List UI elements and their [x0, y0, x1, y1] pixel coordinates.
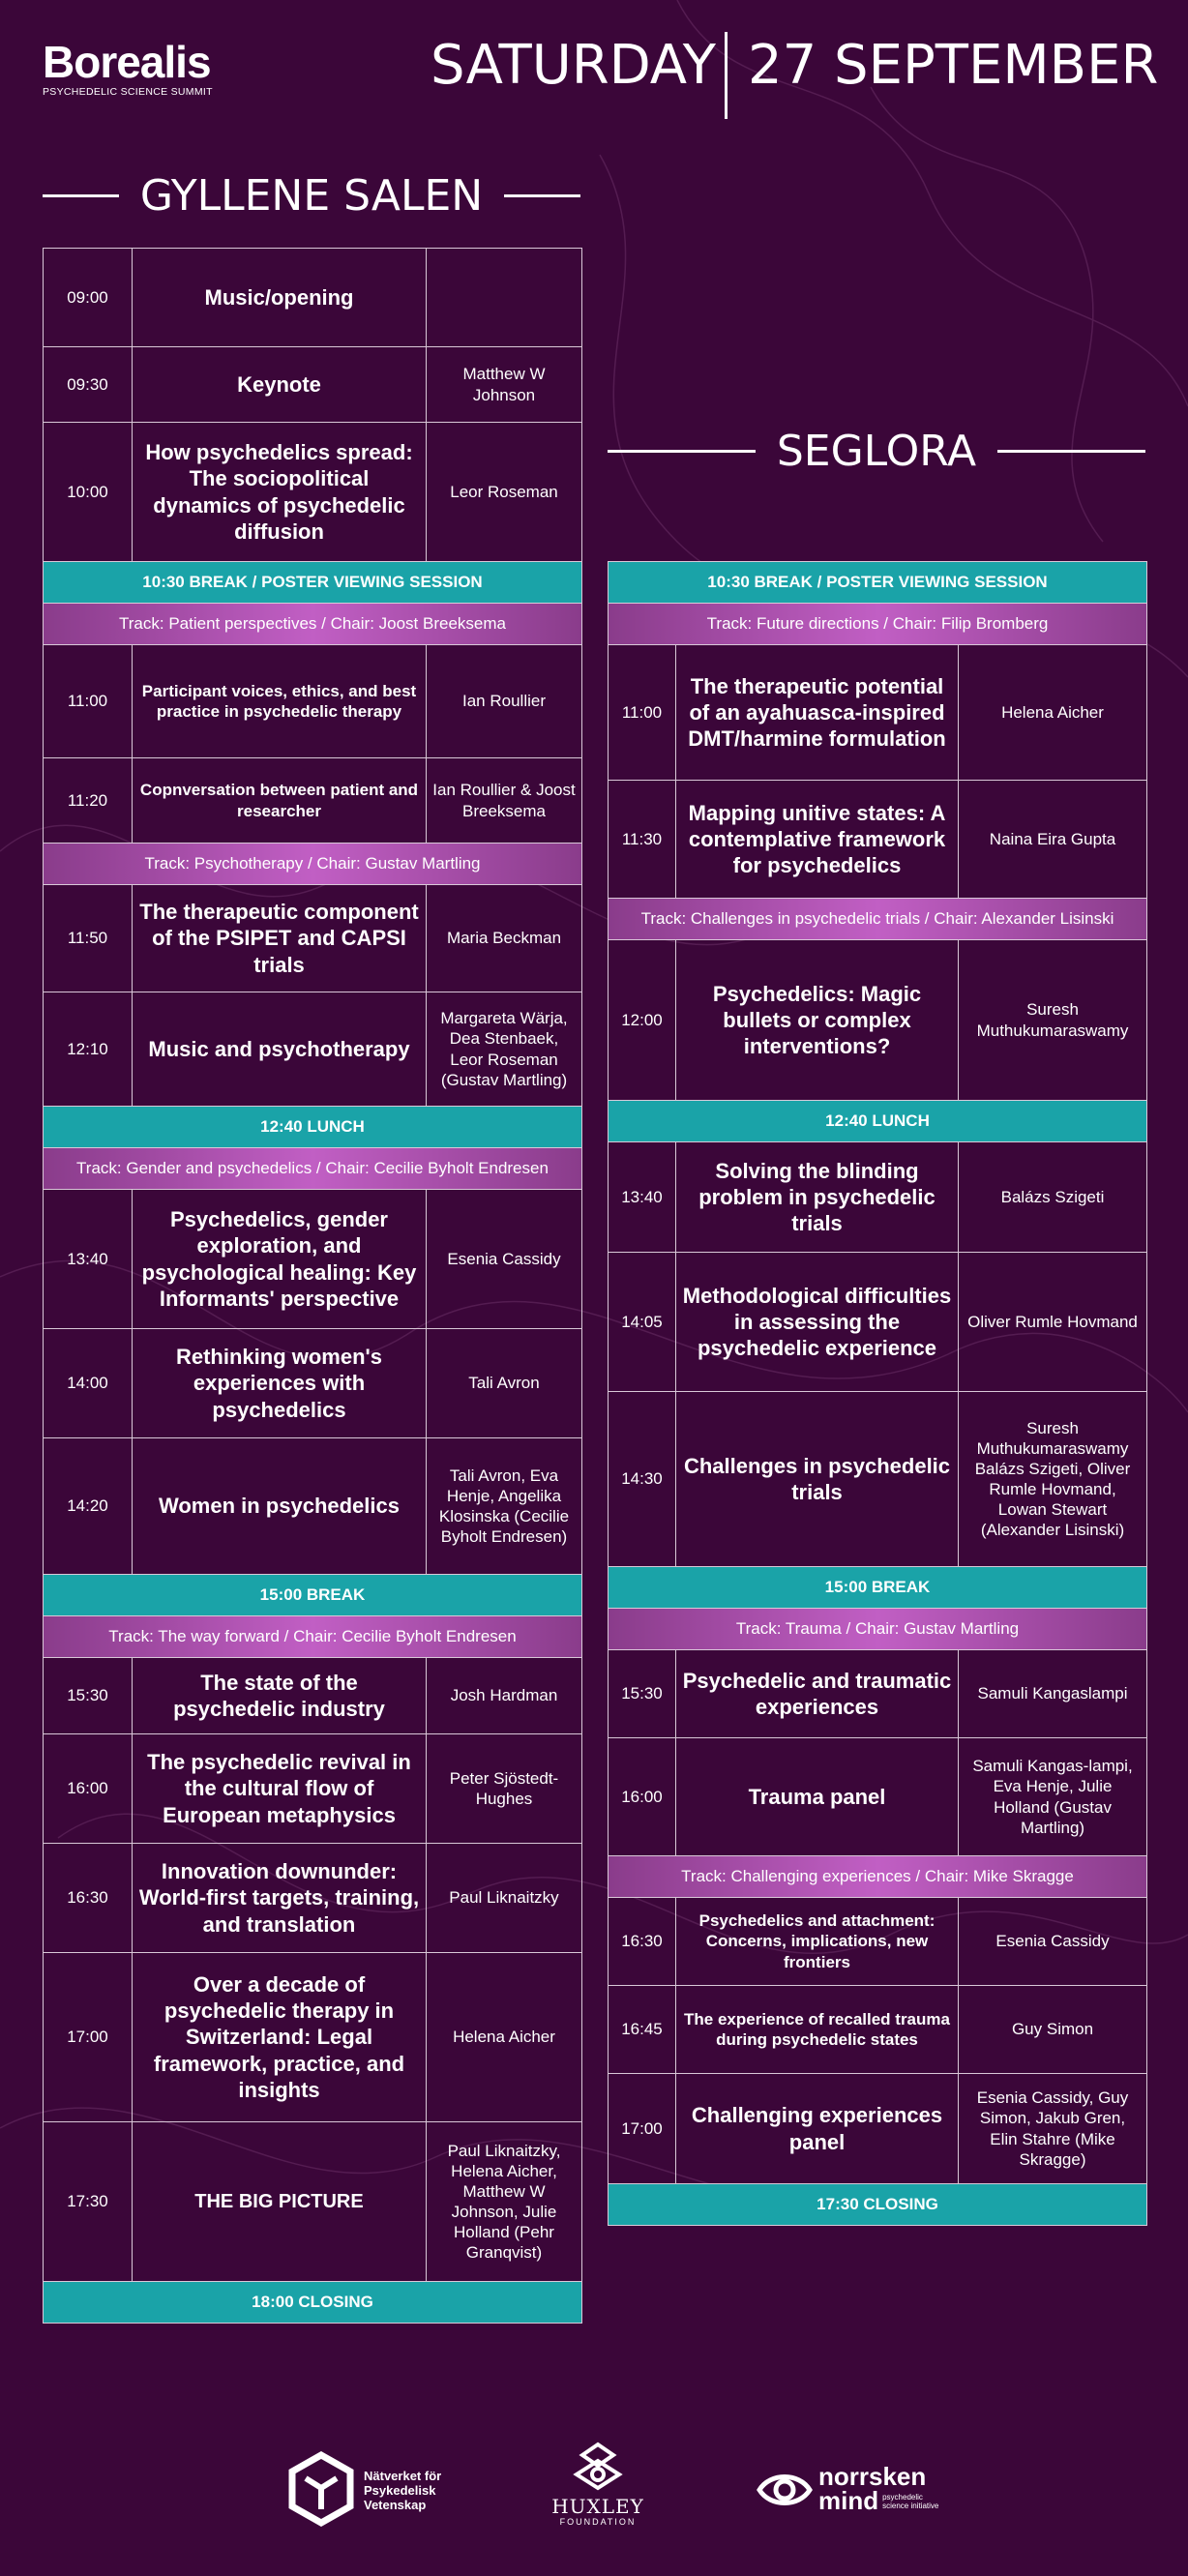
session-title: Psychedelics and attachment: Concerns, implications, new frontiers	[676, 1898, 959, 1986]
session-speaker: Oliver Rumle Hovmand	[959, 1253, 1147, 1392]
session-time: 16:30	[44, 1844, 133, 1953]
session-title: The therapeutic component of the PSIPET and CAPSI trials	[133, 885, 427, 992]
break-label: 15:00 BREAK	[44, 1575, 582, 1616]
break-row	[609, 2184, 1147, 2226]
session-speaker: Tali Avron	[427, 1329, 582, 1438]
session-title: Rethinking women's experiences with psychedelics	[133, 1329, 427, 1438]
break-label: 15:00 BREAK	[609, 1567, 1147, 1609]
session-speaker: Peter Sjöstedt-Hughes	[427, 1734, 582, 1844]
session-row	[44, 1844, 582, 1953]
session-time: 14:05	[609, 1253, 676, 1392]
session-row	[609, 1898, 1147, 1986]
date-label: 27 SEPTEMBER	[748, 34, 1159, 97]
session-speaker: Paul Liknaitzky	[427, 1844, 582, 1953]
session-row	[44, 2122, 582, 2282]
session-time: 10:00	[44, 423, 133, 562]
session-row	[44, 1658, 582, 1734]
room-title-left	[43, 166, 580, 224]
org1-line1: Nätverket för	[364, 2469, 442, 2483]
track-label: Track: The way forward / Chair: Cecilie Byholt Endresen	[44, 1616, 582, 1658]
session-time: 13:40	[609, 1142, 676, 1253]
session-title: The therapeutic potential of an ayahuasca-inspired DMT/harmine formulation	[676, 645, 959, 781]
session-speaker: Tali Avron, Eva Henje, Angelika Klosinska (Cecilie Byholt Endresen)	[427, 1438, 582, 1575]
room-name: SEGLORA	[776, 426, 977, 476]
session-title: Challenges in psychedelic trials	[676, 1392, 959, 1567]
huxley-sub: FOUNDATION	[559, 2517, 637, 2527]
session-title: Keynote	[133, 347, 427, 423]
session-row	[44, 423, 582, 562]
break-label: 18:00 CLOSING	[44, 2282, 582, 2324]
session-time: 15:30	[44, 1658, 133, 1734]
borealis-logo	[43, 39, 213, 98]
session-title: Music and psychotherapy	[133, 992, 427, 1107]
track-label: Track: Patient perspectives / Chair: Joost Breeksema	[44, 604, 582, 645]
session-time: 11:20	[44, 758, 133, 844]
break-row	[609, 1101, 1147, 1142]
session-time: 13:40	[44, 1190, 133, 1329]
session-speaker: Suresh Muthukumaraswamy Balázs Szigeti, Oliver Rumle Hovmand, Lowan Stewart (Alexander Lisinski)	[959, 1392, 1147, 1567]
session-time: 09:00	[44, 249, 133, 347]
track-row	[609, 899, 1147, 940]
session-speaker: Naina Eira Gupta	[959, 781, 1147, 899]
session-row	[44, 885, 582, 992]
session-title: Psychedelic and traumatic experiences	[676, 1650, 959, 1738]
session-row	[609, 781, 1147, 899]
session-title: Innovation downunder: World-first targets, training, and translation	[133, 1844, 427, 1953]
session-title: Music/opening	[133, 249, 427, 347]
eye-icon	[757, 2469, 813, 2511]
session-time: 16:30	[609, 1898, 676, 1986]
session-speaker	[427, 249, 582, 347]
track-row	[609, 1609, 1147, 1650]
session-time: 16:00	[44, 1734, 133, 1844]
session-time: 17:00	[44, 1953, 133, 2122]
session-title: The psychedelic revival in the cultural flow of European metaphysics	[133, 1734, 427, 1844]
session-speaker: Margareta Wärja, Dea Stenbaek, Leor Roseman (Gustav Martling)	[427, 992, 582, 1107]
break-label: 12:40 LUNCH	[609, 1101, 1147, 1142]
session-speaker: Ian Roullier	[427, 645, 582, 758]
session-time: 17:00	[609, 2074, 676, 2184]
session-row	[44, 347, 582, 423]
session-speaker: Leor Roseman	[427, 423, 582, 562]
session-speaker: Matthew W Johnson	[427, 347, 582, 423]
session-time: 16:00	[609, 1738, 676, 1856]
norrsken-logo	[757, 2462, 969, 2523]
session-speaker: Helena Aicher	[427, 1953, 582, 2122]
session-speaker: Maria Beckman	[427, 885, 582, 992]
session-row	[609, 1392, 1147, 1567]
natverket-logo	[286, 2451, 519, 2529]
session-time: 12:00	[609, 940, 676, 1101]
break-label: 10:30 BREAK / POSTER VIEWING SESSION	[44, 562, 582, 604]
track-label: Track: Future directions / Chair: Filip Bromberg	[609, 604, 1147, 645]
day-label: SATURDAY	[431, 34, 716, 97]
room-rule	[43, 194, 119, 197]
session-time: 09:30	[44, 347, 133, 423]
break-row	[609, 562, 1147, 604]
room-rule	[997, 450, 1145, 453]
session-speaker: Esenia Cassidy	[959, 1898, 1147, 1986]
room-rule	[608, 450, 756, 453]
track-label: Track: Trauma / Chair: Gustav Martling	[609, 1609, 1147, 1650]
track-label: Track: Psychotherapy / Chair: Gustav Martling	[44, 844, 582, 885]
track-row	[609, 1856, 1147, 1898]
session-time: 11:00	[44, 645, 133, 758]
session-row	[609, 645, 1147, 781]
track-row	[44, 604, 582, 645]
session-speaker: Esenia Cassidy	[427, 1190, 582, 1329]
session-row	[44, 1734, 582, 1844]
session-title: Challenging experiences panel	[676, 2074, 959, 2184]
norrsken-line1: norrsken	[818, 2462, 927, 2491]
break-label: 10:30 BREAK / POSTER VIEWING SESSION	[609, 562, 1147, 604]
session-speaker: Guy Simon	[959, 1986, 1147, 2074]
break-label: 12:40 LUNCH	[44, 1107, 582, 1148]
session-row	[609, 940, 1147, 1101]
break-row	[609, 1567, 1147, 1609]
session-row	[44, 758, 582, 844]
logo-tagline: PSYCHEDELIC SCIENCE SUMMIT	[43, 86, 213, 98]
break-row	[44, 562, 582, 604]
norrsken-line2: mind	[818, 2486, 879, 2515]
session-title: THE BIG PICTURE	[133, 2122, 427, 2282]
session-speaker: Josh Hardman	[427, 1658, 582, 1734]
session-time: 11:00	[609, 645, 676, 781]
room-name: GYLLENE SALEN	[139, 170, 484, 221]
track-label: Track: Challenging experiences / Chair: Mike Skragge	[609, 1856, 1147, 1898]
session-title: Copnversation between patient and researcher	[133, 758, 427, 844]
session-speaker: Esenia Cassidy, Guy Simon, Jakub Gren, Elin Stahre (Mike Skragge)	[959, 2074, 1147, 2184]
session-speaker: Balázs Szigeti	[959, 1142, 1147, 1253]
session-time: 17:30	[44, 2122, 133, 2282]
track-row	[44, 1148, 582, 1190]
session-title: Trauma panel	[676, 1738, 959, 1856]
session-speaker: Paul Liknaitzky, Helena Aicher, Matthew W Johnson, Julie Holland (Pehr Granqvist)	[427, 2122, 582, 2282]
logo-name: Borealis	[43, 37, 211, 87]
session-speaker: Ian Roullier & Joost Breeksema	[427, 758, 582, 844]
session-title: Mapping unitive states: A contemplative framework for psychedelics	[676, 781, 959, 899]
session-time: 14:00	[44, 1329, 133, 1438]
session-speaker: Samuli Kangaslampi	[959, 1650, 1147, 1738]
session-row	[609, 1650, 1147, 1738]
session-title: Participant voices, ethics, and best practice in psychedelic therapy	[133, 645, 427, 758]
session-row	[44, 1438, 582, 1575]
session-title: Solving the blinding problem in psychedelic trials	[676, 1142, 959, 1253]
break-row	[44, 1107, 582, 1148]
session-row	[609, 1738, 1147, 1856]
session-row	[609, 1142, 1147, 1253]
huxley-name: HUXLEY	[551, 2495, 644, 2518]
huxley-logo	[549, 2442, 646, 2538]
session-title: The experience of recalled trauma during psychedelic states	[676, 1986, 959, 2074]
session-row	[609, 1986, 1147, 2074]
room-title-right	[608, 422, 1145, 480]
session-speaker: Suresh Muthukumaraswamy	[959, 940, 1147, 1101]
session-row	[44, 249, 582, 347]
hexagon-icon	[286, 2451, 356, 2527]
header-divider	[725, 32, 728, 119]
track-row	[44, 844, 582, 885]
schedule-table-left	[43, 248, 582, 2324]
session-row	[44, 1190, 582, 1329]
room-rule	[504, 194, 580, 197]
org1-line3: Vetenskap	[364, 2498, 427, 2512]
org1-line2: Psykedelisk	[364, 2483, 436, 2498]
session-title: Methodological difficulties in assessing the psychedelic experience	[676, 1253, 959, 1392]
session-time: 14:30	[609, 1392, 676, 1567]
session-speaker: Samuli Kangas-lampi, Eva Henje, Julie Holland (Gustav Martling)	[959, 1738, 1147, 1856]
session-row	[44, 992, 582, 1107]
session-time: 11:30	[609, 781, 676, 899]
session-title: Psychedelics: Magic bullets or complex interventions?	[676, 940, 959, 1101]
huxley-emblem-icon	[571, 2442, 625, 2496]
session-row	[44, 645, 582, 758]
session-title: Women in psychedelics	[133, 1438, 427, 1575]
session-time: 11:50	[44, 885, 133, 992]
break-row	[44, 1575, 582, 1616]
session-row	[44, 1329, 582, 1438]
track-row	[44, 1616, 582, 1658]
norrsken-sub2: science initiative	[882, 2501, 939, 2510]
date-header	[426, 29, 1188, 126]
session-time: 15:30	[609, 1650, 676, 1738]
track-label: Track: Gender and psychedelics / Chair: Cecilie Byholt Endresen	[44, 1148, 582, 1190]
session-title: How psychedelics spread: The sociopolitical dynamics of psychedelic diffusion	[133, 423, 427, 562]
break-row	[44, 2282, 582, 2324]
session-time: 14:20	[44, 1438, 133, 1575]
session-title: Psychedelics, gender exploration, and psychological healing: Key Informants' perspective	[133, 1190, 427, 1329]
norrsken-sub1: psychedelic	[882, 2492, 923, 2502]
session-row	[609, 2074, 1147, 2184]
session-time: 12:10	[44, 992, 133, 1107]
session-speaker: Helena Aicher	[959, 645, 1147, 781]
session-row	[44, 1953, 582, 2122]
break-label: 17:30 CLOSING	[609, 2184, 1147, 2226]
session-time: 16:45	[609, 1986, 676, 2074]
session-title: Over a decade of psychedelic therapy in Switzerland: Legal framework, practice, and insights	[133, 1953, 427, 2122]
track-label: Track: Challenges in psychedelic trials / Chair: Alexander Lisinski	[609, 899, 1147, 940]
track-row	[609, 604, 1147, 645]
schedule-table-right	[608, 561, 1147, 2226]
session-row	[609, 1253, 1147, 1392]
session-title: The state of the psychedelic industry	[133, 1658, 427, 1734]
